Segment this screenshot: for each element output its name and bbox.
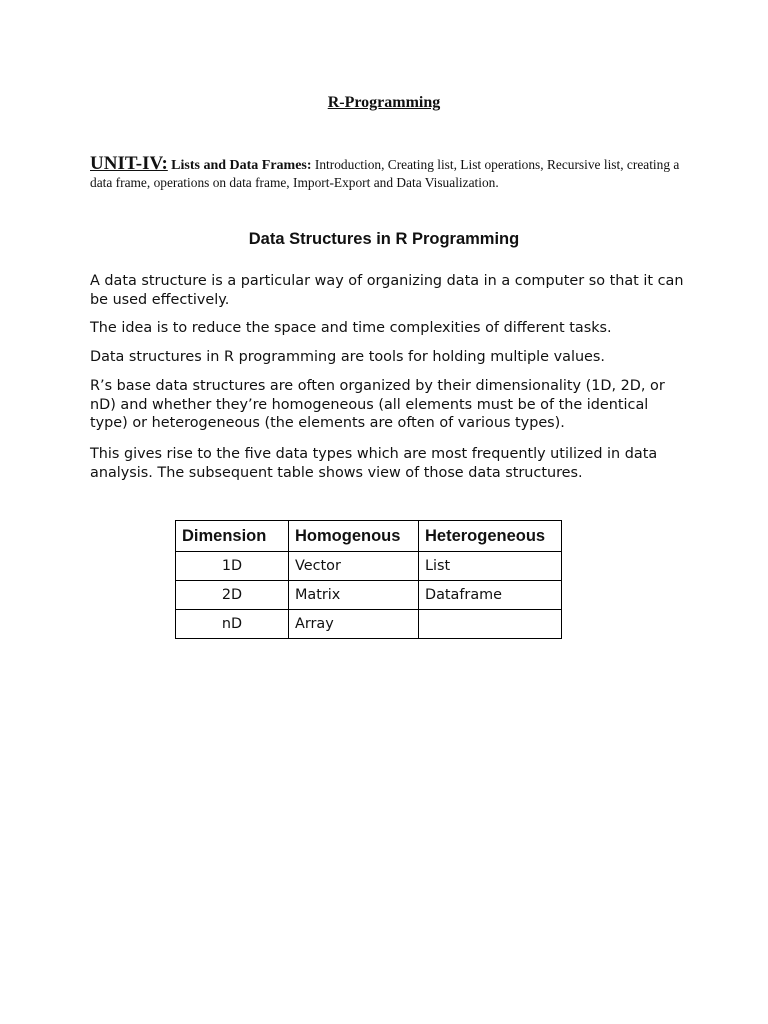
cell-heterogeneous bbox=[419, 610, 562, 639]
data-structures-table bbox=[175, 520, 562, 639]
cell-dimension: 1D bbox=[176, 552, 289, 581]
document-title: R-Programming bbox=[327, 94, 441, 111]
cell-homogenous: Array bbox=[289, 610, 419, 639]
table-row bbox=[176, 552, 562, 581]
paragraph-definition: A data structure is a particular way of organizing data in a computer so that it can be used effectively. bbox=[90, 273, 684, 308]
cell-dimension: 2D bbox=[176, 581, 289, 610]
unit-topic: Lists and Data Frames: bbox=[171, 158, 312, 173]
paragraph-table-intro: This gives rise to the five data types which are most frequently utilized in data analysis. The subsequent table shows view of those data structures. bbox=[90, 446, 658, 481]
table-row bbox=[176, 581, 562, 610]
unit-label: UNIT-IV: bbox=[90, 153, 168, 174]
paragraph-dimensionality: R’s base data structures are often organized by their dimensionality (1D, 2D, or nD) and whether they’re homogeneous (all elements must be of the identical type) or heterogeneous (the elements are often of various types). bbox=[90, 378, 665, 431]
paragraph-tools: Data structures in R programming are tools for holding multiple values. bbox=[90, 349, 605, 365]
header-dimension: Dimension bbox=[176, 521, 289, 552]
section-heading: Data Structures in R Programming bbox=[248, 230, 520, 248]
cell-dimension: nD bbox=[176, 610, 289, 639]
header-homogenous: Homogenous bbox=[289, 521, 419, 552]
cell-homogenous: Matrix bbox=[289, 581, 419, 610]
unit-description: Introduction, Creating list, List operations, Recursive list, creating a data frame, operations on data frame, Import-Export and Data Visualization. bbox=[90, 157, 680, 190]
cell-heterogeneous: Dataframe bbox=[419, 581, 562, 610]
unit-syllabus bbox=[90, 155, 690, 191]
cell-heterogeneous: List bbox=[419, 552, 562, 581]
cell-homogenous: Vector bbox=[289, 552, 419, 581]
table-header-row bbox=[176, 521, 562, 552]
header-heterogeneous: Heterogeneous bbox=[419, 521, 562, 552]
paragraph-purpose: The idea is to reduce the space and time complexities of different tasks. bbox=[90, 320, 612, 336]
table-row bbox=[176, 610, 562, 639]
